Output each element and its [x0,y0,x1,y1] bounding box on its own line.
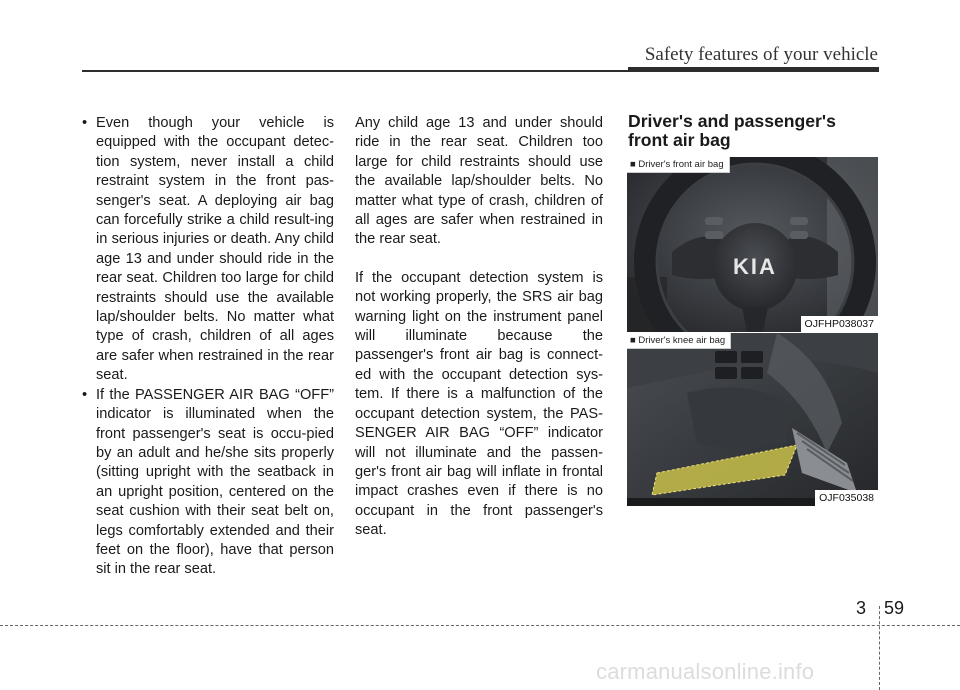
bullet-item: • Even though your vehicle is equipped with the occupant detec-tion system, never install a child restraint system in the front pas-senger's seat. A deploying air bag can forcefully strike a child result-ing in serious injuries or death. Any child age 13 and under should ride in the rear seat. Children too large for child restraints should use the available lap/shoulder belts. No matter what type of crash, children of all ages are safer when restrained in the rear seat. [82,114,334,386]
page-number: 59 [884,598,905,618]
watermark: carmanualsonline.info [596,659,815,684]
footer-rule [0,625,960,626]
section-heading: Driver's and passenger's front air bag [628,111,836,150]
steering-wheel-photo-icon [627,157,878,332]
body-paragraph: Any child age 13 and under should ride in the rear seat. Children too large for child restraints should use the available lap/shoulder belts. No matter what type of crash, children of all ages are safer when restrained in the rear seat. [355,115,603,248]
page-header-title: Safety features of your vehicle [644,44,878,65]
body-paragraph: If the occupant detection system is not working properly, the SRS air bag warning light on the instrument panel will illuminate because the passenger's front air bag is connect-ed with the occupant detection sys-tem. If there is a malfunction of the occupant detection system, the PAS-SENGER AIR BAG “OFF” indicator will not illuminate and the passen-ger's front air bag will inflate in frontal impact crashes even if there is no occupant in the front passenger's seat. [355,269,603,539]
figure-caption: ■ Driver's front air bag [627,157,730,173]
bullet-item: • If the PASSENGER AIR BAG “OFF” indicator is illuminated when the front passenger's seat is occu-pied by an adult and he/she sits properly (sitting upright with the seatback in an upright position, centered on the seat cushion with their seat belt on, legs comfortably extended and their feet on the floor), have that person sit in the rear seat. [82,386,334,580]
figure-code: OJF035038 [815,490,878,506]
knee-airbag-photo-icon [627,333,878,506]
figure-caption: ■ Driver's knee air bag [627,333,731,349]
figure-code: OJFHP038037 [801,316,878,332]
chapter-number: 3 [856,598,867,618]
steering-wheel-figure [627,157,878,332]
knee-airbag-figure [627,333,878,506]
middle-column [355,114,603,560]
footer-divider [879,606,880,690]
left-column [82,114,334,580]
kia-logo: KIA [733,254,777,279]
header-rule-accent [628,67,879,72]
